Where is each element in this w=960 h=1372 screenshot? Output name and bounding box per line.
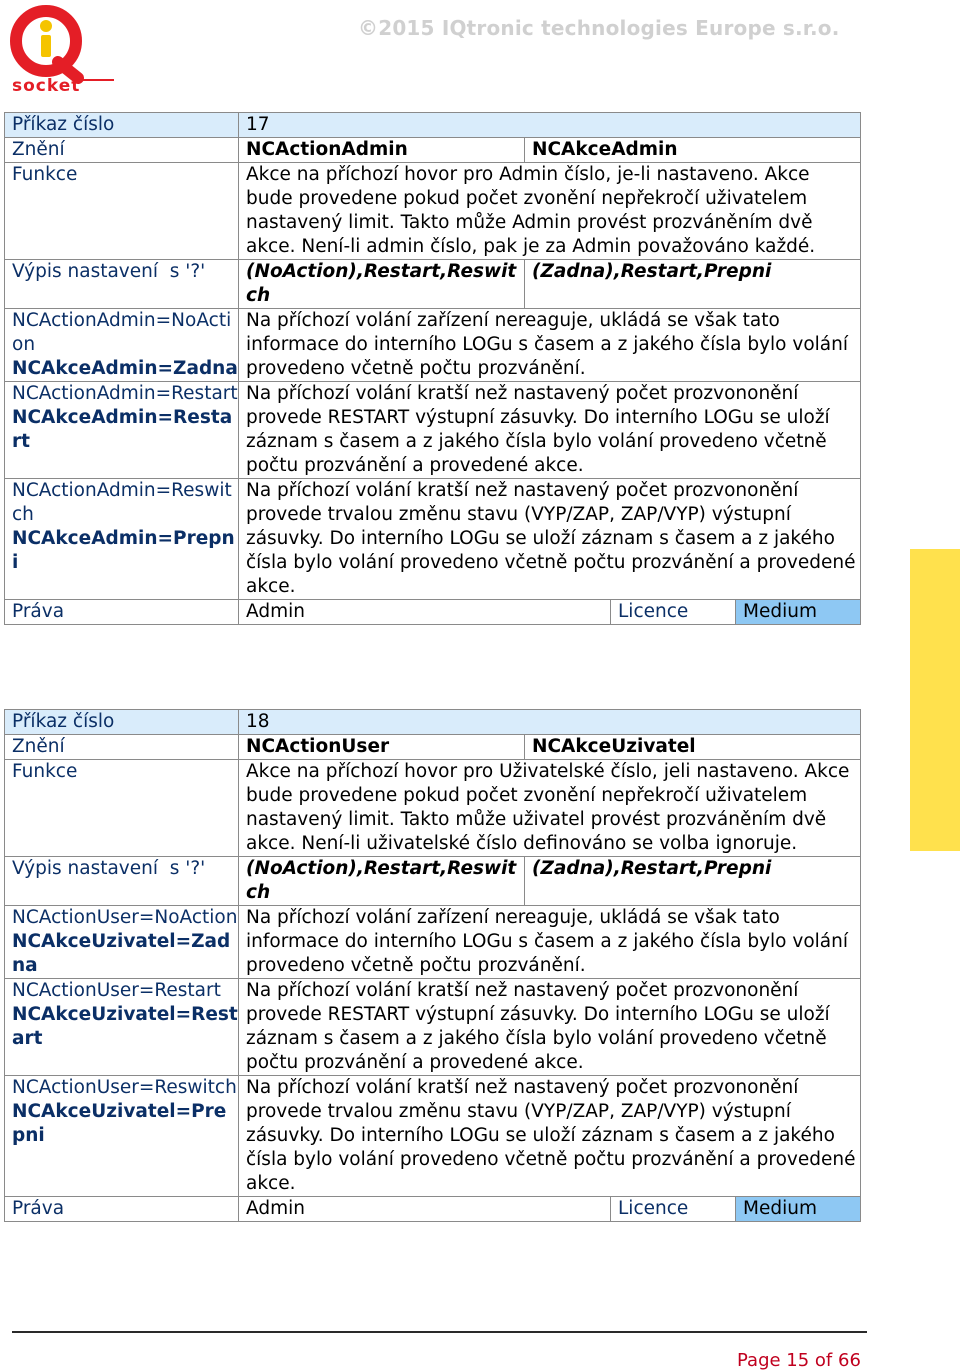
vypis-en: (NoAction),Restart,Reswitch xyxy=(239,260,525,309)
param-desc: Na příchozí volání kratší než nastavený počet prozvononění provede trvalou změnu stavu (VYP/ZAP, ZAP/VYP) výstupní zásuvky. Do interního LOGu se uloží záznam s časem a z jakého čísla bylo volání provedeno včetně počtu prozvánění a provedené akce. xyxy=(239,1076,861,1197)
param-row xyxy=(5,906,861,979)
param-cmd-en: NCActionAdmin=Reswitch xyxy=(12,480,232,525)
prikaz-label: Příkaz číslo xyxy=(5,710,239,735)
param-cmd-cz: NCAkceAdmin=Prepni xyxy=(12,528,235,573)
param-cmd-cell xyxy=(5,979,239,1076)
prava-value: Admin xyxy=(239,1197,611,1222)
copyright-text: ©2015 IQtronic technologies Europe s.r.o. xyxy=(358,16,840,40)
page-number: Page 15 of 66 xyxy=(737,1350,861,1371)
param-row xyxy=(5,979,861,1076)
zneni-cmd-cz: NCAkceUzivatel xyxy=(525,735,861,760)
param-cmd-cz: NCAkceAdmin=Zadna xyxy=(12,358,238,379)
param-cmd-cz: NCAkceAdmin=Restart xyxy=(12,407,233,452)
param-cmd-cz: NCAkceUzivatel=Zadna xyxy=(12,931,231,976)
licence-label: Licence xyxy=(611,1197,736,1222)
funkce-label: Funkce xyxy=(5,760,239,857)
row-vypis xyxy=(5,857,861,906)
param-cmd-en: NCActionAdmin=NoAction xyxy=(12,310,232,355)
logo-text: socket xyxy=(12,76,81,96)
param-row xyxy=(5,309,861,382)
param-cmd-cell xyxy=(5,479,239,600)
side-accent-bar xyxy=(910,549,960,851)
param-cmd-en: NCActionUser=Reswitch xyxy=(12,1077,237,1098)
prava-value: Admin xyxy=(239,600,611,625)
vypis-cz: (Zadna),Restart,Prepni xyxy=(525,260,861,309)
param-desc: Na příchozí volání kratší než nastavený počet prozvononění provede RESTART výstupní zásuvky. Do interního LOGu se uloží záznam s časem a z jakého čísla bylo volání provedeno včetně počtu prozvánění a provedené akce. xyxy=(239,979,861,1076)
zneni-cmd-en: NCActionAdmin xyxy=(239,138,525,163)
zneni-label: Znění xyxy=(5,138,239,163)
row-funkce xyxy=(5,760,861,857)
prava-label: Práva xyxy=(5,1197,239,1222)
vypis-label: Výpis nastavení s '?' xyxy=(5,857,239,906)
zneni-cmd-en: NCActionUser xyxy=(239,735,525,760)
param-cmd-cell xyxy=(5,309,239,382)
prava-label: Práva xyxy=(5,600,239,625)
command-table-17 xyxy=(4,112,861,625)
footer-divider xyxy=(12,1331,867,1333)
prikaz-value: 18 xyxy=(239,710,861,735)
licence-value: Medium xyxy=(736,600,861,625)
command-table-18 xyxy=(4,709,861,1222)
param-cmd-en: NCActionAdmin=Restart xyxy=(12,383,238,404)
param-desc: Na příchozí volání zařízení nereaguje, ukládá se však tato informace do interního LOGu s časem a z jakého čísla bylo volání provedeno včetně počtu prozvánění. xyxy=(239,309,861,382)
funkce-label: Funkce xyxy=(5,163,239,260)
param-cmd-cz: NCAkceUzivatel=Restart xyxy=(12,1004,238,1049)
row-zneni xyxy=(5,735,861,760)
param-cmd-en: NCActionUser=Restart xyxy=(12,980,221,1001)
param-cmd-cell xyxy=(5,906,239,979)
param-desc: Na příchozí volání kratší než nastavený počet prozvononění provede RESTART výstupní zásuvky. Do interního LOGu se uloží záznam s časem a z jakého čísla bylo volání provedeno včetně počtu prozvánění a provedené akce. xyxy=(239,382,861,479)
row-prava xyxy=(5,1197,861,1222)
row-prava xyxy=(5,600,861,625)
prikaz-value: 17 xyxy=(239,113,861,138)
row-prikaz xyxy=(5,113,861,138)
param-cmd-en: NCActionUser=NoAction xyxy=(12,907,238,928)
param-desc: Na příchozí volání zařízení nereaguje, ukládá se však tato informace do interního LOGu s časem a z jakého čísla bylo volání provedeno včetně počtu prozvánění. xyxy=(239,906,861,979)
funkce-text: Akce na příchozí hovor pro Uživatelské číslo, jeli nastaveno. Akce bude provedene pokud počet zvonění nepřekročí uživatelem nastavený limit. Takto může uživatel provést prozváněním dvě akce. Není-li uživatelské číslo definováno se volba ignoruje. xyxy=(239,760,861,857)
param-row xyxy=(5,382,861,479)
prikaz-label: Příkaz číslo xyxy=(5,113,239,138)
param-cmd-cell xyxy=(5,1076,239,1197)
param-cmd-cz: NCAkceUzivatel=Prepni xyxy=(12,1101,227,1146)
licence-value: Medium xyxy=(736,1197,861,1222)
vypis-label: Výpis nastavení s '?' xyxy=(5,260,239,309)
iqsocket-logo xyxy=(6,4,118,96)
param-cmd-cell xyxy=(5,382,239,479)
row-funkce xyxy=(5,163,861,260)
zneni-label: Znění xyxy=(5,735,239,760)
funkce-text: Akce na příchozí hovor pro Admin číslo, je-li nastaveno. Akce bude provedene pokud počet zvonění nepřekročí uživatelem nastavený limit. Takto může Admin provést prozváněním dvě akce. Není-li admin číslo, pak je za Admin považováno každé. xyxy=(239,163,861,260)
zneni-cmd-cz: NCAkceAdmin xyxy=(525,138,861,163)
vypis-cz: (Zadna),Restart,Prepni xyxy=(525,857,861,906)
row-zneni xyxy=(5,138,861,163)
param-row xyxy=(5,1076,861,1197)
param-row xyxy=(5,479,861,600)
row-vypis xyxy=(5,260,861,309)
row-prikaz xyxy=(5,710,861,735)
licence-label: Licence xyxy=(611,600,736,625)
vypis-en: (NoAction),Restart,Reswitch xyxy=(239,857,525,906)
param-desc: Na příchozí volání kratší než nastavený počet prozvononění provede trvalou změnu stavu (VYP/ZAP, ZAP/VYP) výstupní zásuvky. Do interního LOGu se uloží záznam s časem a z jakého čísla bylo volání provedeno včetně počtu prozvánění a provedené akce. xyxy=(239,479,861,600)
